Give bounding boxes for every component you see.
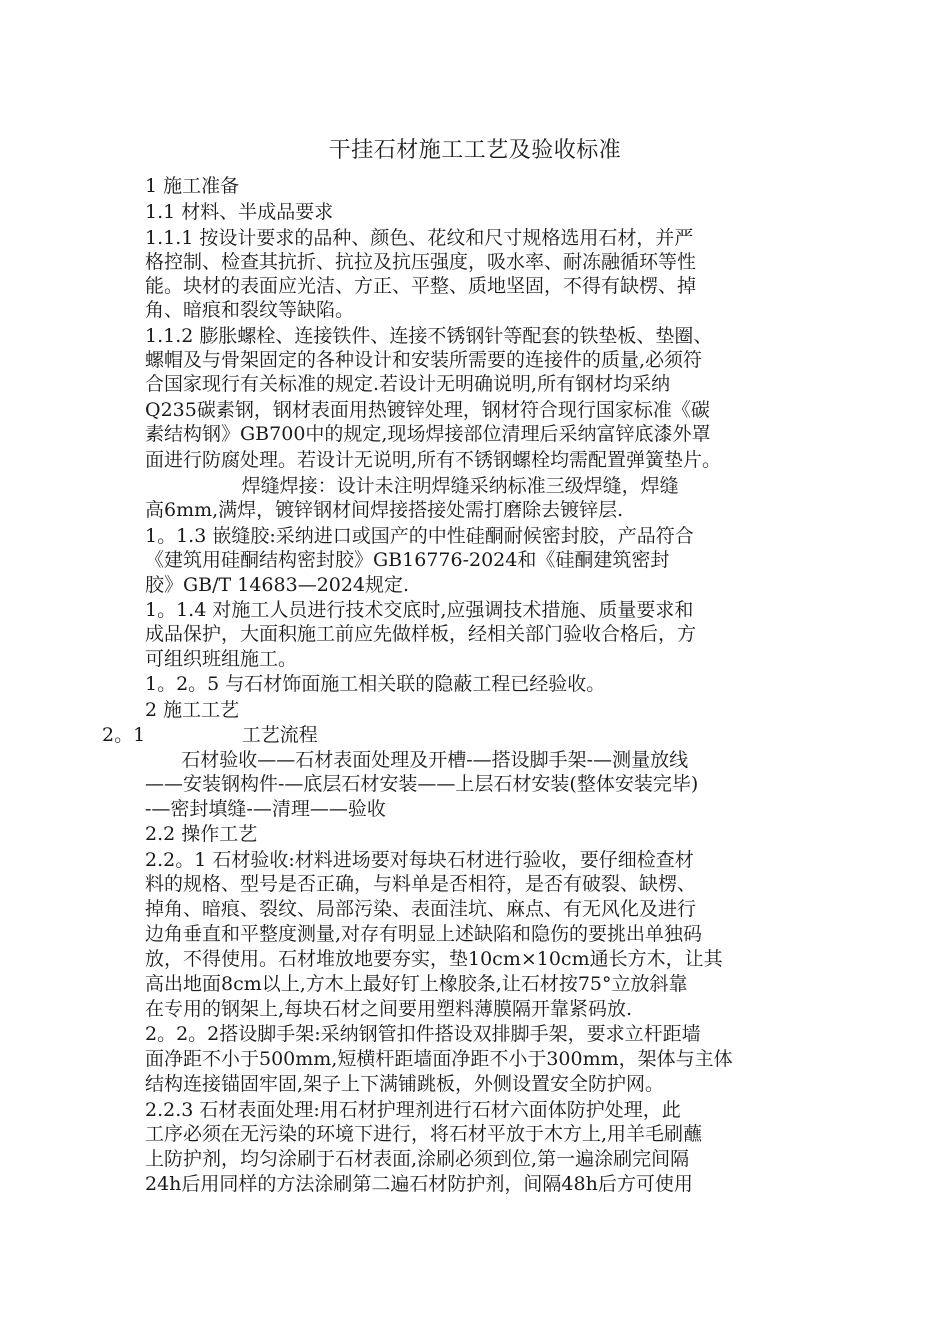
paragraph-line: 1。1.3 嵌缝胶:采纳进口或国产的中性硅酮耐候密封胶，产品符合 [145,525,694,547]
paragraph-line: 1.1.2 膨胀螺栓、连接铁件、连接不锈钢针等配套的铁垫板、垫圈、 [145,325,713,347]
section-heading: 2 施工工艺 [145,699,240,721]
paragraph-line: 边角垂直和平整度测量,对存有明显上述缺陷和隐伤的要挑出单独码 [145,923,703,945]
paragraph-line: 1。1.4 对施工人员进行技术交底时,应强调技术措施、质量要求和 [145,599,694,621]
document-title: 干挂石材施工工艺及验收标准 [328,138,622,163]
paragraph-line: 成品保护，大面积施工前应先做样板，经相关部门验收合格后，方 [145,623,697,645]
paragraph-line: 胶》GB/T 14683—2024规定. [145,574,410,596]
paragraph-line: 面净距不小于500mm,短横杆距墙面净距不小于300mm，架体与主体 [145,1048,733,1070]
paragraph-line: 上防护剂，均匀涂刷于石材表面,涂刷必须到位,第一遍涂刷完间隔 [145,1148,690,1170]
paragraph-line: -—密封填缝-—清理——验收 [145,798,386,820]
paragraph-line: 2.2.3 石材表面处理:用石材护理剂进行石材六面体防护处理，此 [145,1099,681,1121]
paragraph-line: 合国家现行有关标准的规定.若设计无明确说明,所有钢材均采纳 [145,373,671,395]
paragraph-line: 素结构钢》GB700中的规定,现场焊接部位清理后采纳富锌底漆外罩 [145,423,711,445]
paragraph-line: 能。块材的表面应光洁、方正、平整、质地坚固，不得有缺楞、掉 [145,275,697,297]
subsection-heading: 2。1 工艺流程 [102,724,318,746]
paragraph-line: 在专用的钢架上,每块石材之间要用塑料薄膜隔开靠紧码放. [145,998,633,1020]
paragraph-line: 格控制、检查其抗折、抗拉及抗压强度，吸水率、耐冻融循环等性 [145,251,697,273]
paragraph-line: 1.1.1 按设计要求的品种、颜色、花纹和尺寸规格选用石材，并严 [145,227,694,249]
paragraph-line: 角、暗痕和裂纹等缺陷。 [145,299,355,321]
paragraph-line: 高6mm,满焊，镀锌钢材间焊接搭接处需打磨除去镀锌层. [145,499,624,521]
paragraph-line: 螺帽及与骨架固定的各种设计和安装所需要的连接件的质量,必须符 [145,349,703,371]
paragraph-line: 面进行防腐处理。若设计无说明,所有不锈钢螺栓均需配置弹簧垫片。 [145,449,722,471]
paragraph-line: 石材验收——石材表面处理及开槽-—搭设脚手架-—测量放线 [145,749,689,771]
paragraph-line: 24h后用同样的方法涂刷第二遍石材防护剂，间隔48h后方可使用 [145,1173,693,1195]
paragraph-line: 2。2。2搭设脚手架:采纳钢管扣件搭设双排脚手架，要求立杆距墙 [145,1023,701,1045]
paragraph-line: 掉角、暗痕、裂纹、局部污染、表面洼坑、麻点、有无风化及进行 [145,898,697,920]
paragraph-line: 料的规格、型号是否正确，与料单是否相符，是否有破裂、缺楞、 [145,873,697,895]
paragraph-line: 高出地面8cm以上,方木上最好钉上橡胶条,让石材按75°立放斜靠 [145,973,688,995]
section-heading: 1 施工准备 [145,175,240,197]
paragraph-line: 1。2。5 与石材饰面施工相关联的隐蔽工程已经验收。 [145,673,606,695]
paragraph-line: 放，不得使用。石材堆放地要夯实，垫10cm×10cm通长方木，让其 [145,948,723,970]
paragraph-line: Q235碳素钢，钢材表面用热镀锌处理，钢材符合现行国家标准《碳 [145,399,710,421]
paragraph-line: 工序必须在无污染的环境下进行，将石材平放于木方上,用羊毛刷蘸 [145,1123,703,1145]
subsection-heading: 2.2 操作工艺 [145,823,258,845]
paragraph-line: 可组织班组施工。 [145,648,298,670]
paragraph-line: 结构连接锚固牢固,架子上下满铺跳板，外侧设置安全防护网。 [145,1073,665,1095]
paragraph-line: 《建筑用硅酮结构密封胶》GB16776-2024和《硅酮建筑密封 [145,549,670,571]
paragraph-line: 焊缝焊接：设计未注明焊缝采纳标准三级焊缝，焊缝 [145,475,679,497]
paragraph-line: 2.2。1 石材验收:材料进场要对每块石材进行验收，要仔细检查材 [145,849,694,871]
paragraph-line: ——安装钢构件-—底层石材安装——上层石材安装(整体安装完毕) [145,773,699,795]
subsection-heading: 1.1 材料、半成品要求 [145,201,334,223]
